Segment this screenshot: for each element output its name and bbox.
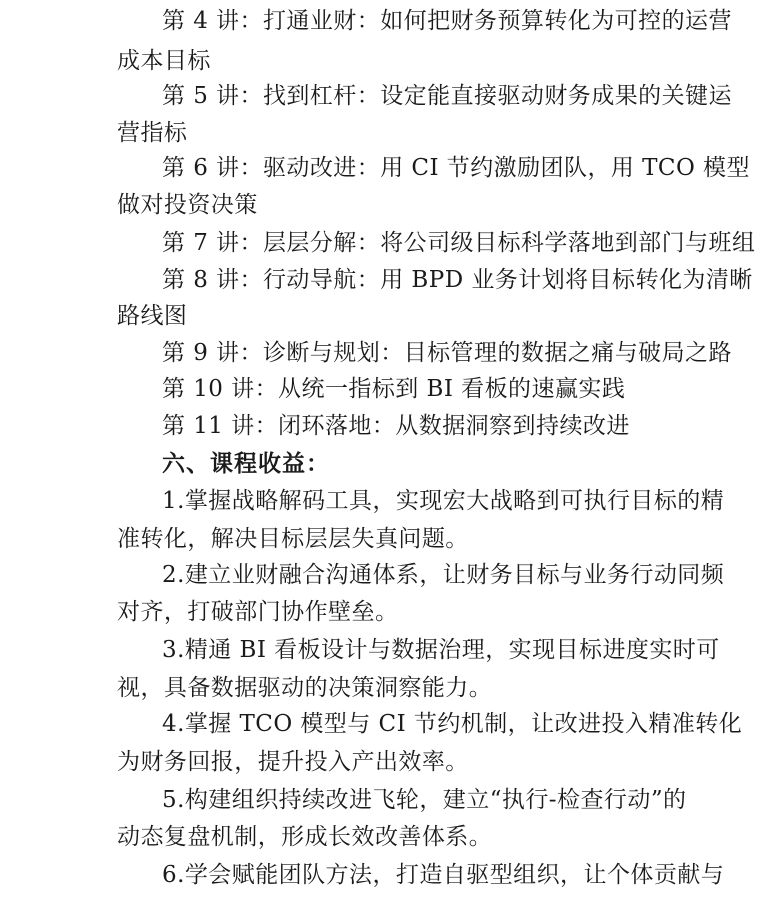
benefit-5-line-2: 动态复盘机制，形成长效改善体系。 [117,824,493,850]
benefit-2-line-1: 2.建立业财融合沟通体系，让财务目标与业务行动同频 [162,562,725,588]
lecture-6-line-2: 做对投资决策 [117,192,258,218]
benefit-2-line-2: 对齐，打破部门协作壁垒。 [117,599,399,625]
lecture-9-line-1: 第 9 讲：诊断与规划：目标管理的数据之痛与破局之路 [162,340,732,366]
benefit-3-line-1: 3.精通 BI 看板设计与数据治理，实现目标进度实时可 [162,637,720,663]
benefit-4-line-1: 4.掌握 TCO 模型与 CI 节约机制，让改进投入精准转化 [162,711,743,737]
lecture-8-line-1: 第 8 讲：行动导航：用 BPD 业务计划将目标转化为清晰 [162,267,753,293]
lecture-6-line-1: 第 6 讲：驱动改进：用 CI 节约激励团队，用 TCO 模型 [162,155,750,181]
lecture-8-line-2: 路线图 [117,303,188,329]
lecture-5-line-2: 营指标 [117,120,188,146]
section-heading: 六、课程收益： [162,451,330,477]
lecture-11-line-1: 第 11 讲：闭环落地：从数据洞察到持续改进 [162,413,630,439]
benefit-6-line-1: 6.学会赋能团队方法，打造自驱型组织，让个体贡献与 [162,862,725,888]
benefit-5-line-1: 5.构建组织持续改进飞轮，建立“执行-检查行动”的 [162,787,687,813]
lecture-5-line-1: 第 5 讲：找到杠杆：设定能直接驱动财务成果的关键运 [162,83,732,109]
benefit-1-line-2: 准转化，解决目标层层失真问题。 [117,526,469,552]
benefit-4-line-2: 为财务回报，提升投入产出效率。 [117,749,469,775]
lecture-4-line-1: 第 4 讲：打通业财：如何把财务预算转化为可控的运营 [162,8,732,34]
lecture-10-line-1: 第 10 讲：从统一指标到 BI 看板的速赢实践 [162,376,626,402]
lecture-7-line-1: 第 7 讲：层层分解：将公司级目标科学落地到部门与班组 [162,230,756,256]
lecture-4-line-2: 成本目标 [117,48,211,74]
benefit-3-line-2: 视，具备数据驱动的决策洞察能力。 [117,675,493,701]
benefit-1-line-1: 1.掌握战略解码工具，实现宏大战略到可执行目标的精 [162,488,725,514]
